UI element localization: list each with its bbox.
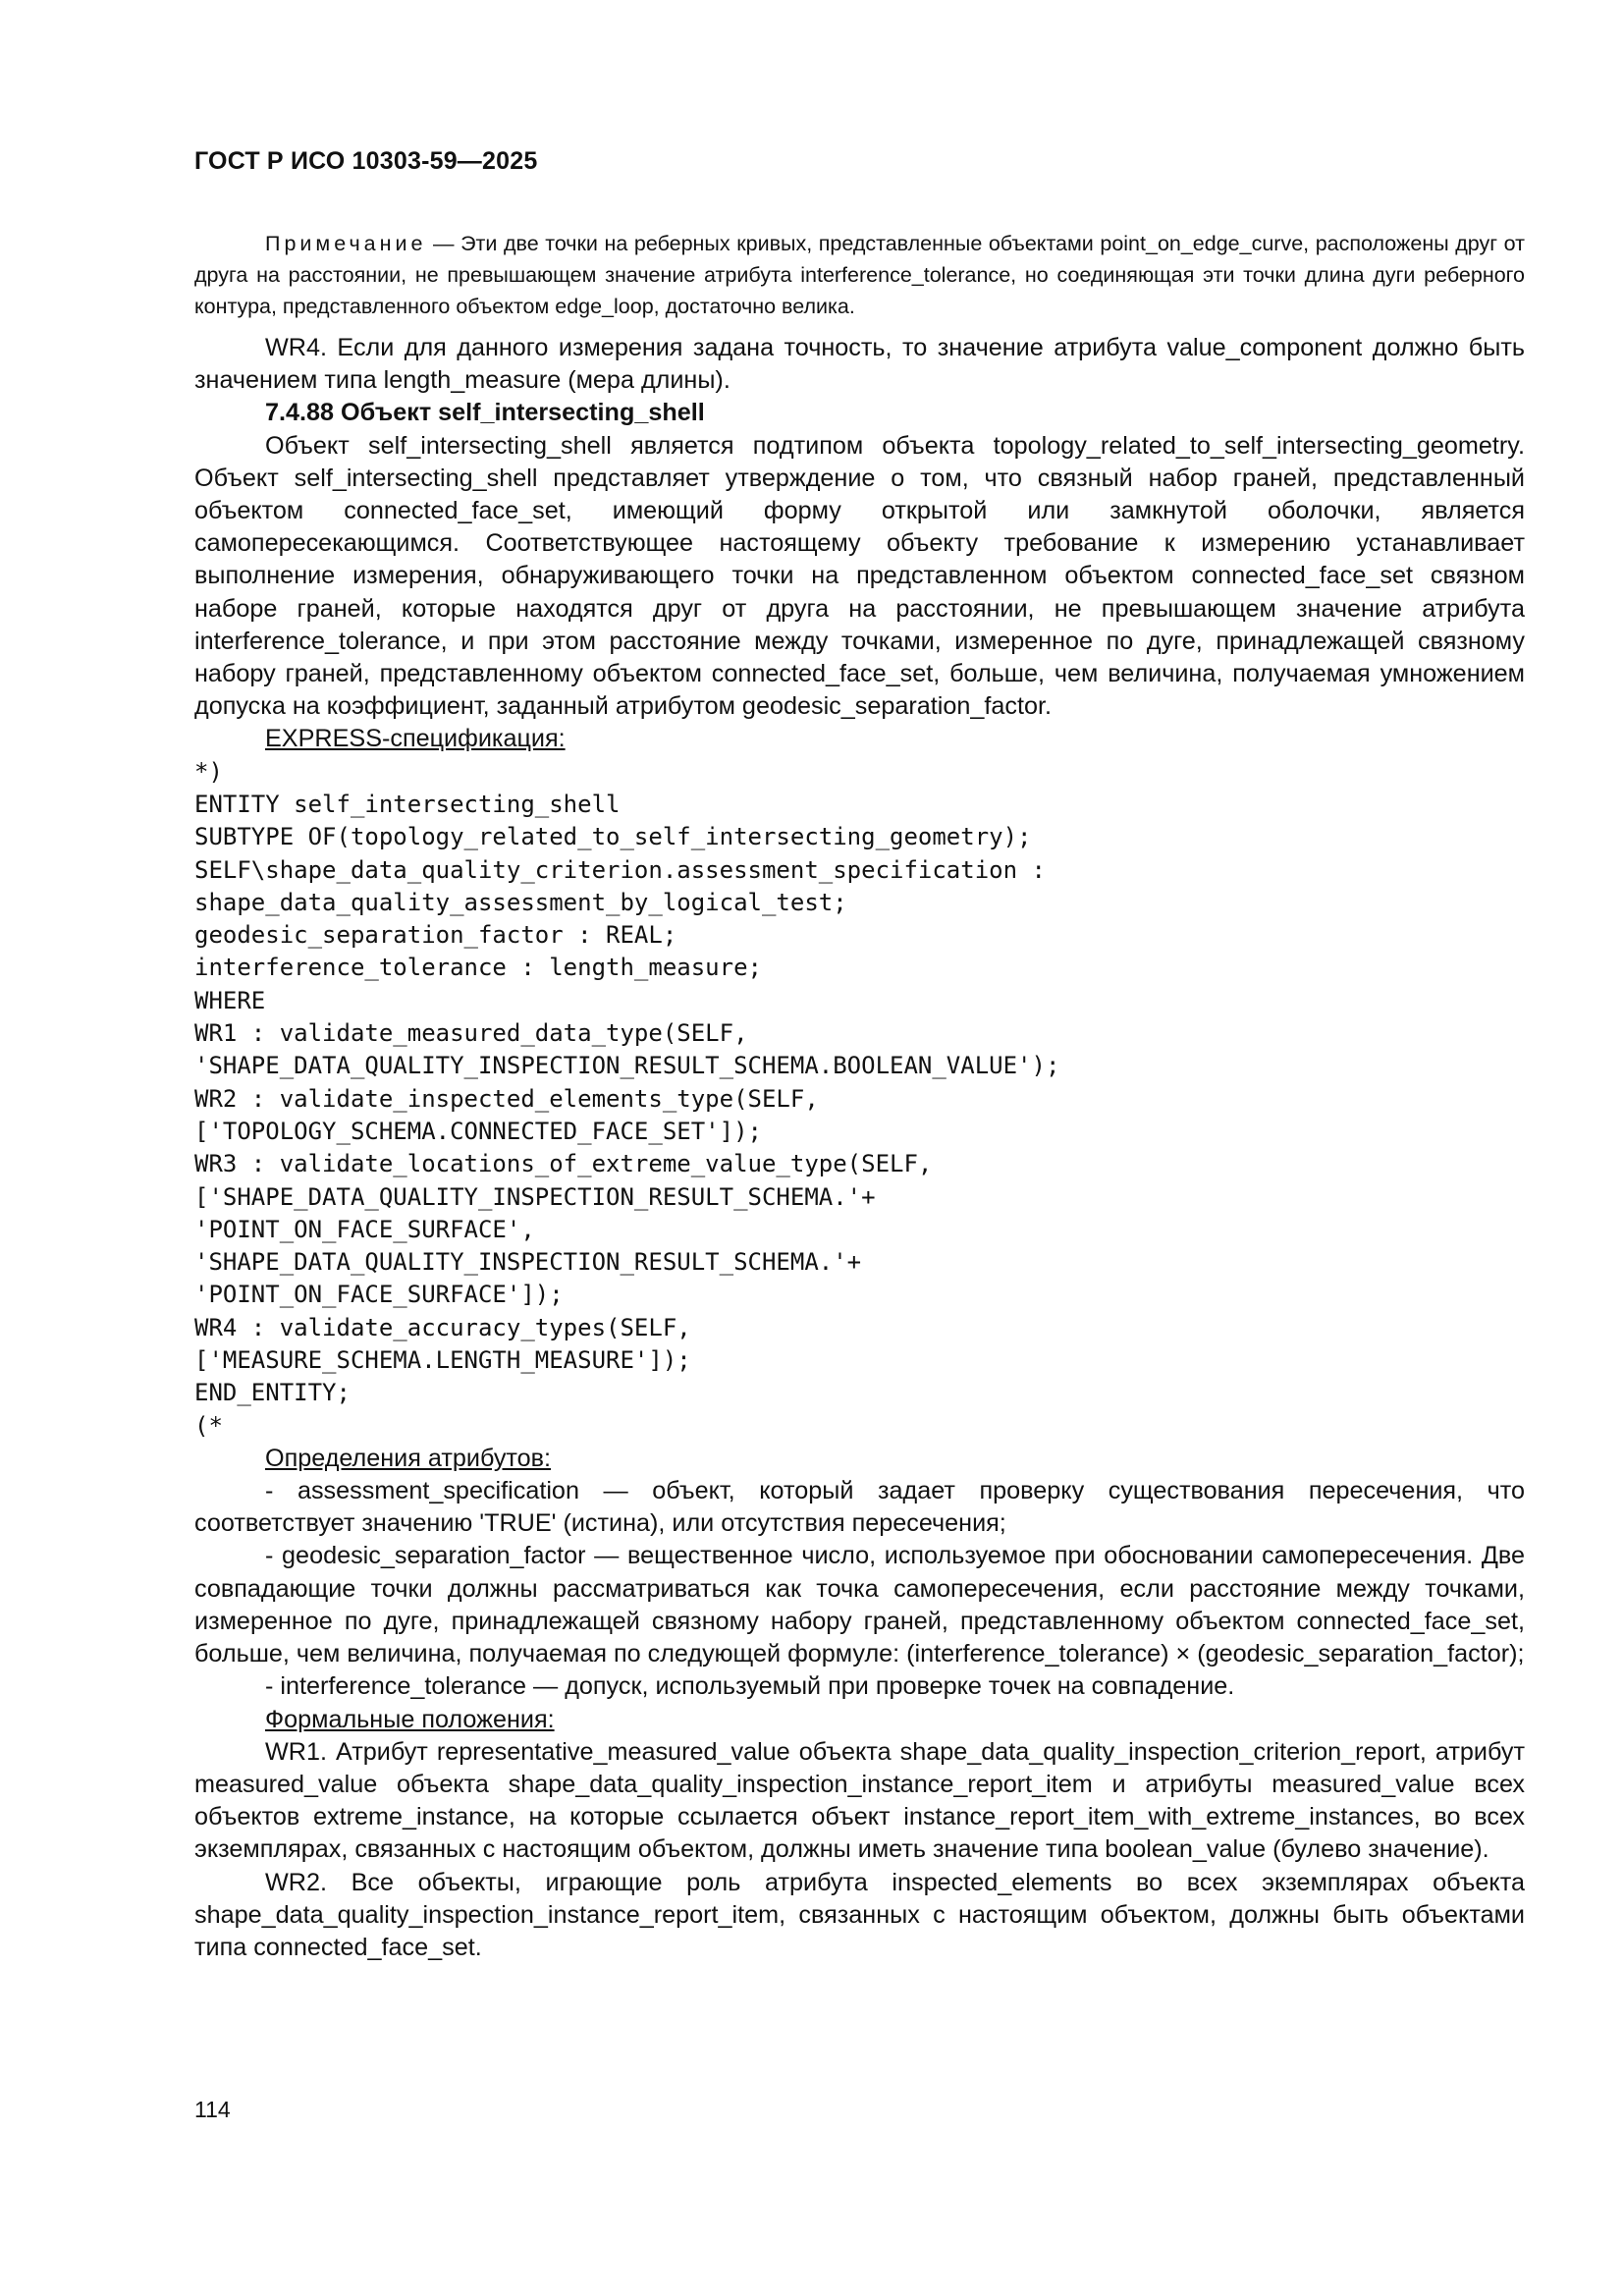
attribute-assessment-specification: - assessment_specification — объект, который задает проверку существования пересечения, что соответствует значению 'TRUE' (истина), или отсутствия пересечения; (194, 1477, 1525, 1538)
code-line: ENTITY self_intersecting_shell (194, 790, 621, 818)
express-code-block (194, 756, 1525, 1443)
code-line: END_ENTITY; (194, 1379, 351, 1407)
wr4-previous-rule: WR4. Если для данного измерения задана точность, то значение атрибута value_component должно быть значением типа length_measure (мера длины). (194, 334, 1525, 395)
note-paragraph (194, 228, 1525, 322)
attribute-geodesic-separation-factor: - geodesic_separation_factor — вещественное число, используемое при обосновании самопересечения. Две совпадающие точки должны рассматриваться как точка самопересечения, если расстояние между точками, измеренное по дуге, принадлежащей связному набору граней, представленному объектом connected_face_set, больше, чем величина, получаемая по следующей формуле: (interference_tolerance) × (geodesic_separation_factor); (194, 1542, 1525, 1668)
code-line: *) (194, 757, 223, 786)
code-line: geodesic_separation_factor : REAL; (194, 921, 677, 950)
formal-heading-text: Формальные положения: (265, 1705, 555, 1733)
code-line: ['TOPOLOGY_SCHEMA.CONNECTED_FACE_SET']); (194, 1117, 762, 1145)
code-line: (* (194, 1411, 223, 1440)
note-text: — Эти две точки на реберных кривых, представленные объектами point_on_edge_curve, расположены друг от друга на расстоянии, не превышающем значение атрибута interference_tolerance, но соединяющая эти точки длина дуги реберного контура, представленного объектом edge_loop, достаточно велика. (194, 232, 1525, 318)
express-heading-text: EXPRESS-спецификация: (265, 725, 566, 753)
page-number: 114 (194, 2097, 231, 2122)
section-description: Объект self_intersecting_shell является подтипом объекта topology_related_to_self_intersecting_geometry. Объект self_intersecting_shell представляет утверждение о том, что связный набор граней, представленный объектом connected_face_set, имеющий форму открытой или замкнутой оболочки, является самопересекающимся. Соответствующее настоящему объекту требование к измерению устанавливает выполнение измерения, обнаруживающего точки на представленном объектом connected_face_set связном наборе граней, которые находятся друг от друга на расстоянии, не превышающем значение атрибута interference_tolerance, и при этом расстояние между точками, измеренное по дуге, принадлежащей связному набору граней, представленному объектом connected_face_set, больше, чем величина, получаемая умножением допуска на коэффициент, заданный атрибутом geodesic_separation_factor. (194, 431, 1525, 721)
formal-heading (194, 1704, 1525, 1736)
attribute-interference-tolerance: - interference_tolerance — допуск, используемый при проверке точек на совпадение. (265, 1672, 1235, 1701)
code-line: SUBTYPE OF(topology_related_to_self_intersecting_geometry); (194, 823, 1032, 851)
code-line: ['SHAPE_DATA_QUALITY_INSPECTION_RESULT_SCHEMA.'+ (194, 1182, 876, 1211)
formal-rule-wr2: WR2. Все объекты, играющие роль атрибута inspected_elements во всех экземплярах объекта shape_data_quality_inspection_instance_report_item, связанных с настоящим объектом, должны быть объектами типа connected_face_set. (194, 1868, 1525, 1961)
code-line: SELF\shape_data_quality_criterion.assessment_specification : (194, 855, 1046, 884)
section-title (194, 397, 1525, 429)
code-line: shape_data_quality_assessment_by_logical_test; (194, 888, 847, 916)
code-line: 'POINT_ON_FACE_SURFACE']); (194, 1281, 564, 1309)
code-line: 'SHAPE_DATA_QUALITY_INSPECTION_RESULT_SCHEMA.BOOLEAN_VALUE'); (194, 1052, 1060, 1080)
code-line: WR2 : validate_inspected_elements_type(SELF, (194, 1084, 819, 1113)
formal-rule-wr1: WR1. Атрибут representative_measured_value объекта shape_data_quality_inspection_criterion_report, атрибут measured_value объекта shape_data_quality_inspection_instance_report_item и атрибуты measured_value всех объектов extreme_instance, на которые ссылается объект instance_report_item_with_extreme_instances, во всех экземплярах, связанных с настоящим объектом, должны иметь значение типа boolean_value (булево значение). (194, 1737, 1525, 1864)
document-header: ГОСТ Р ИСО 10303-59—2025 (194, 147, 538, 175)
express-heading (194, 723, 1525, 755)
main-body (194, 332, 1525, 1964)
attributes-heading (194, 1443, 1525, 1475)
code-line: WR1 : validate_measured_data_type(SELF, (194, 1019, 748, 1048)
note-label: Примечание (265, 232, 427, 255)
code-line: 'SHAPE_DATA_QUALITY_INSPECTION_RESULT_SCHEMA.'+ (194, 1248, 862, 1277)
section-title-text: 7.4.88 Объект self_intersecting_shell (265, 399, 705, 427)
code-line: WHERE (194, 986, 266, 1014)
code-line: ['MEASURE_SCHEMA.LENGTH_MEASURE']); (194, 1345, 691, 1374)
code-line: 'POINT_ON_FACE_SURFACE', (194, 1215, 535, 1243)
attributes-heading-text: Определения атрибутов: (265, 1444, 552, 1472)
code-line: WR3 : validate_locations_of_extreme_value_type(SELF, (194, 1150, 933, 1178)
code-line: WR4 : validate_accuracy_types(SELF, (194, 1313, 691, 1341)
code-line: interference_tolerance : length_measure; (194, 954, 762, 982)
